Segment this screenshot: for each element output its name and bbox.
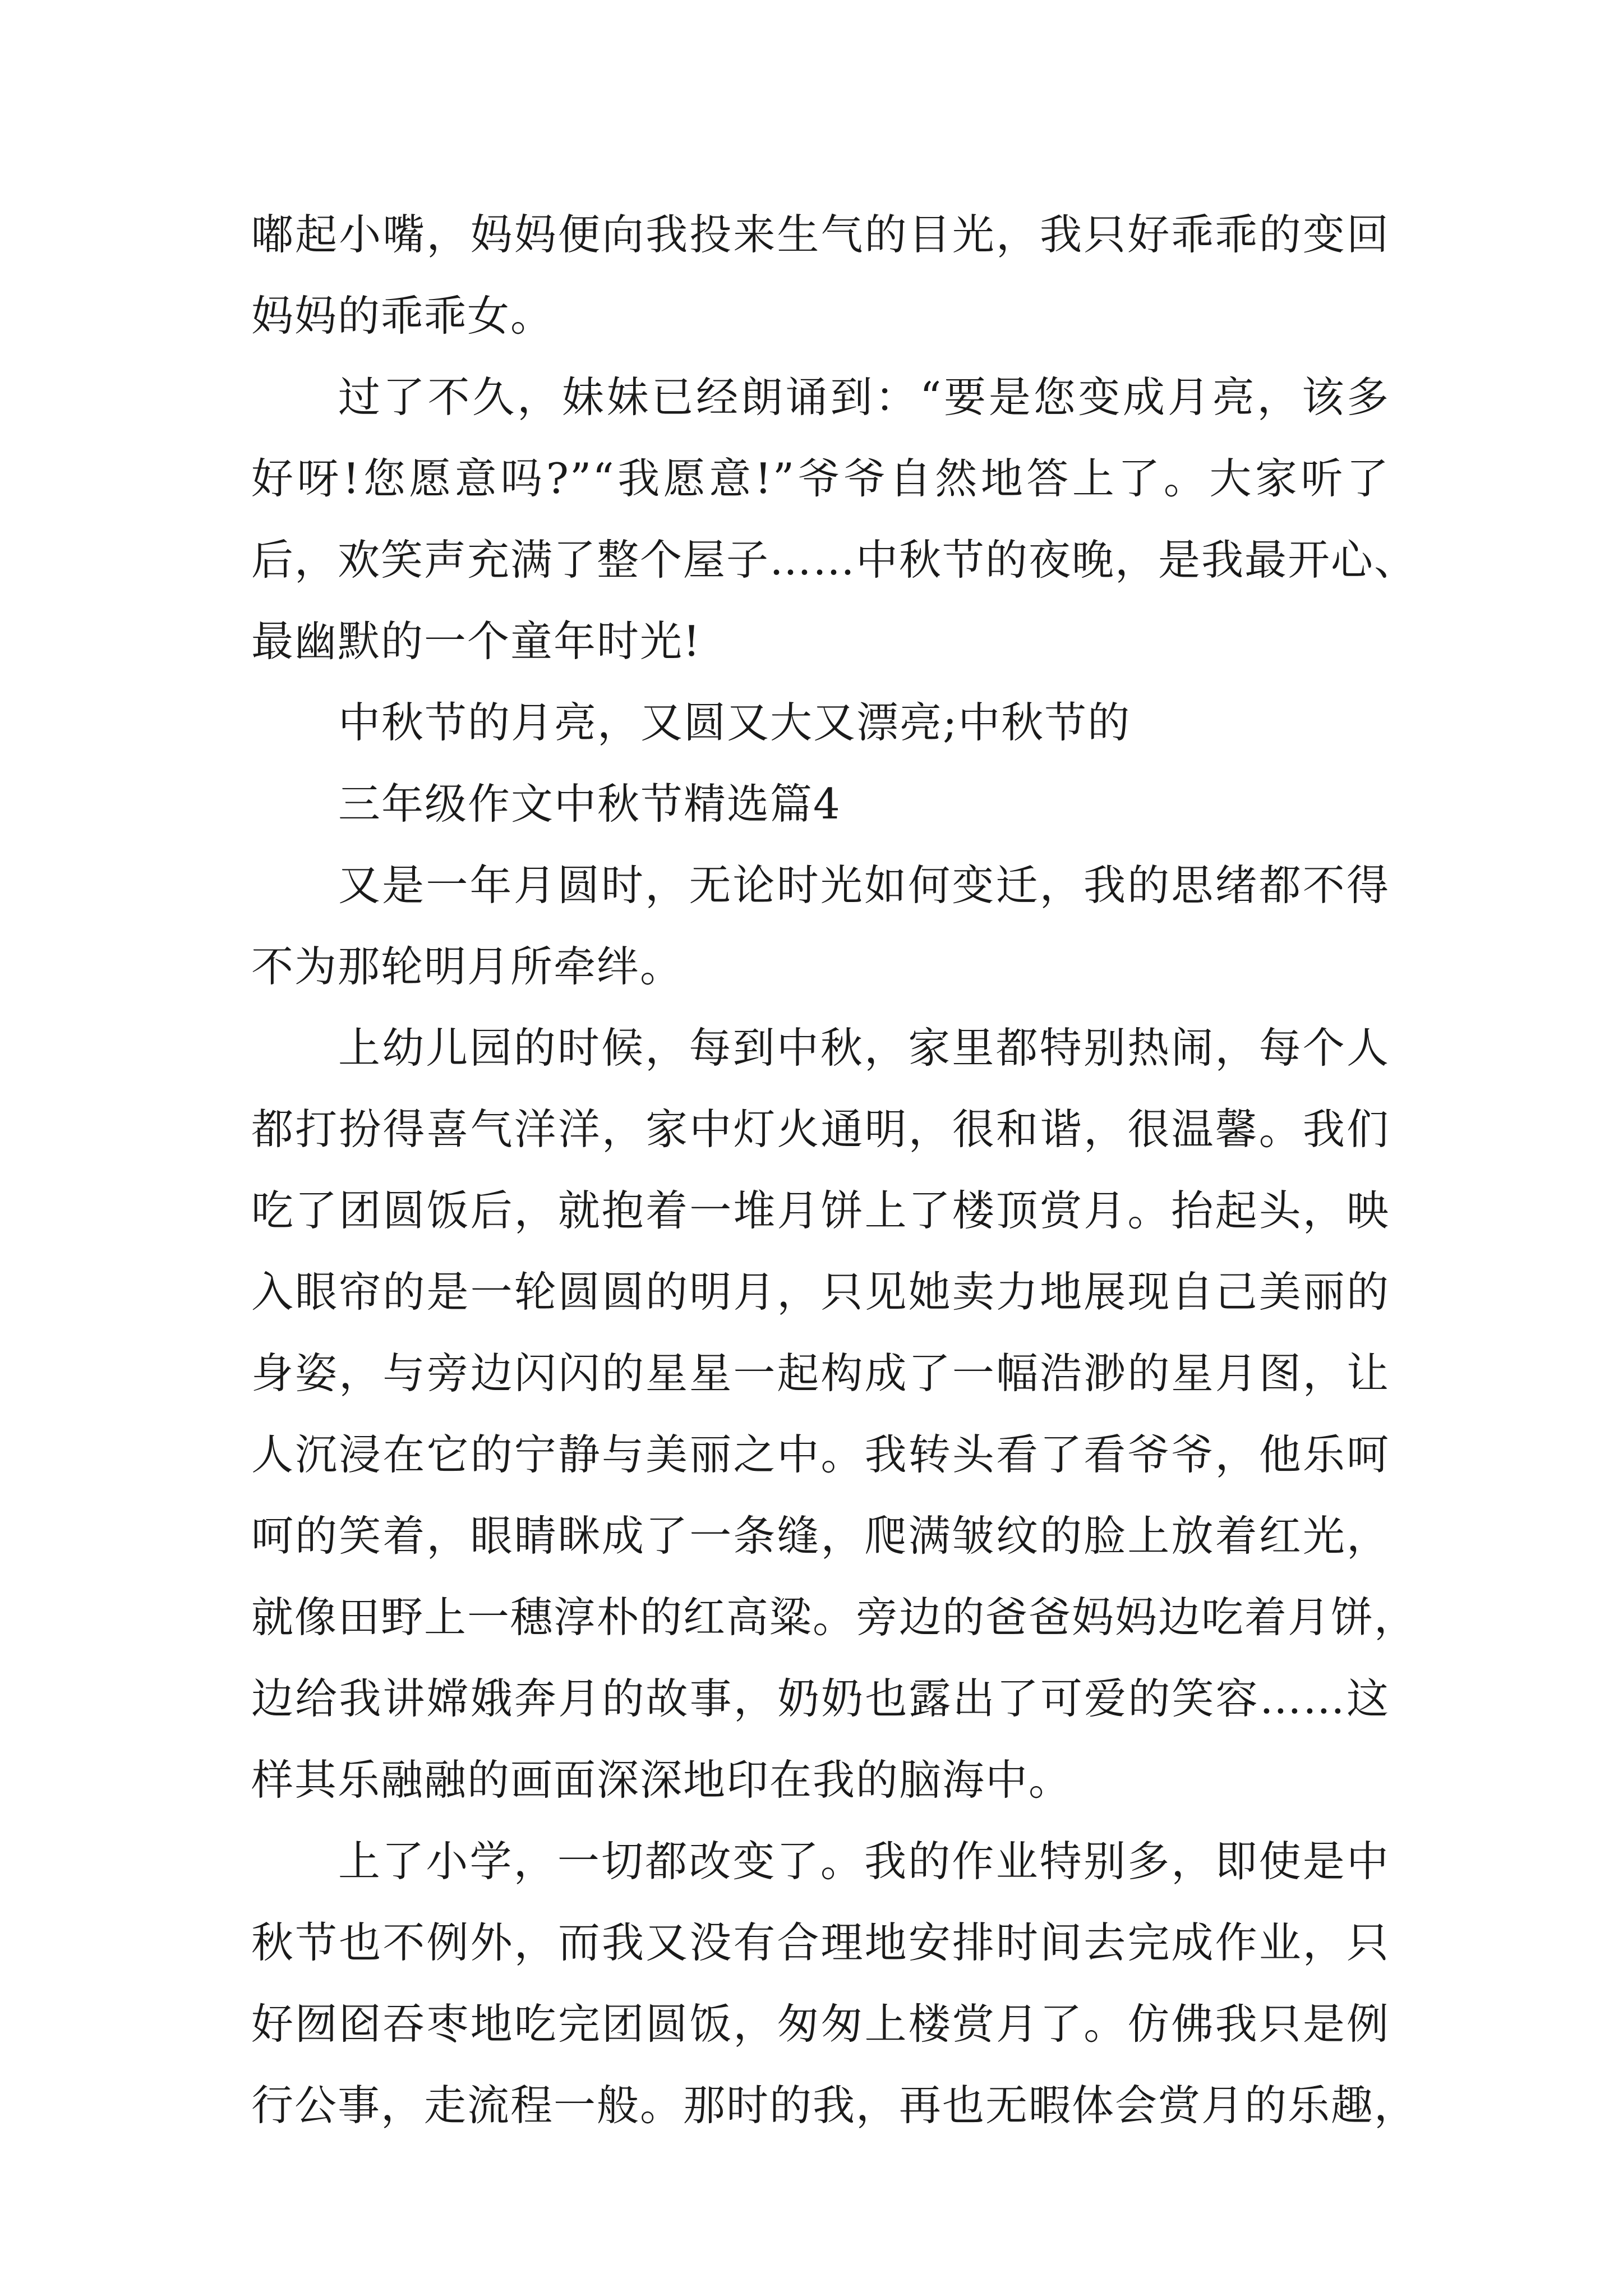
text-line: 边给我讲嫦娥奔月的故事，奶奶也露出了可爱的笑容……这	[251, 1674, 1390, 1723]
essay-body	[251, 194, 1418, 2146]
text-line: 后，欢笑声充满了整个屋子……中秋节的夜晚，是我最开心、	[251, 535, 1418, 585]
section-heading: 三年级作文中秋节精选篇4	[338, 779, 841, 829]
text-line: 妈妈的乖乖女。	[251, 291, 554, 341]
text-line: 中秋节的月亮，又圆又大又漂亮;中秋节的	[338, 698, 1131, 747]
text-line: 上幼儿园的时候，每到中秋，家里都特别热闹，每个人	[338, 1023, 1390, 1073]
text-line: 样其乐融融的画面深深地印在我的脑海中。	[251, 1755, 1072, 1805]
text-line: 吃了团圆饭后，就抱着一堆月饼上了楼顶赏月。抬起头，映	[251, 1186, 1390, 1235]
text-line: 最幽默的一个童年时光!	[251, 616, 702, 666]
text-line: 行公事，走流程一般。那时的我，再也无暇体会赏月的乐趣，	[251, 2081, 1418, 2130]
text-line: 好囫囵吞枣地吃完团圆饭，匆匆上楼赏月了。仿佛我只是例	[251, 1999, 1390, 2049]
text-line: 嘟起小嘴，妈妈便向我投来生气的目光，我只好乖乖的变回	[251, 210, 1390, 259]
text-line: 就像田野上一穗淳朴的红高粱。旁边的爸爸妈妈边吃着月饼，	[251, 1593, 1418, 1642]
text-line: 上了小学，一切都改变了。我的作业特别多，即使是中	[338, 1837, 1390, 1886]
text-line: 好呀!您愿意吗?”“我愿意!”爷爷自然地答上了。大家听了	[251, 454, 1390, 503]
text-line: 人沉浸在它的宁静与美丽之中。我转头看了看爷爷，他乐呵	[251, 1430, 1390, 1479]
text-line: 不为那轮明月所牵绊。	[251, 942, 684, 991]
text-line: 入眼帘的是一轮圆圆的明月，只见她卖力地展现自己美丽的	[251, 1267, 1390, 1317]
text-line: 身姿，与旁边闪闪的星星一起构成了一幅浩渺的星月图，让	[251, 1349, 1390, 1398]
text-line: 又是一年月圆时，无论时光如何变迁，我的思绪都不得	[338, 861, 1390, 910]
text-line: 秋节也不例外，而我又没有合理地安排时间去完成作业，只	[251, 1918, 1390, 1967]
text-line: 都打扮得喜气洋洋，家中灯火通明，很和谐，很温馨。我们	[251, 1105, 1390, 1154]
text-line: 呵的笑着，眼睛眯成了一条缝，爬满皱纹的脸上放着红光，	[251, 1511, 1390, 1561]
text-line: 过了不久，妹妹已经朗诵到：“要是您变成月亮，该多	[338, 372, 1390, 422]
